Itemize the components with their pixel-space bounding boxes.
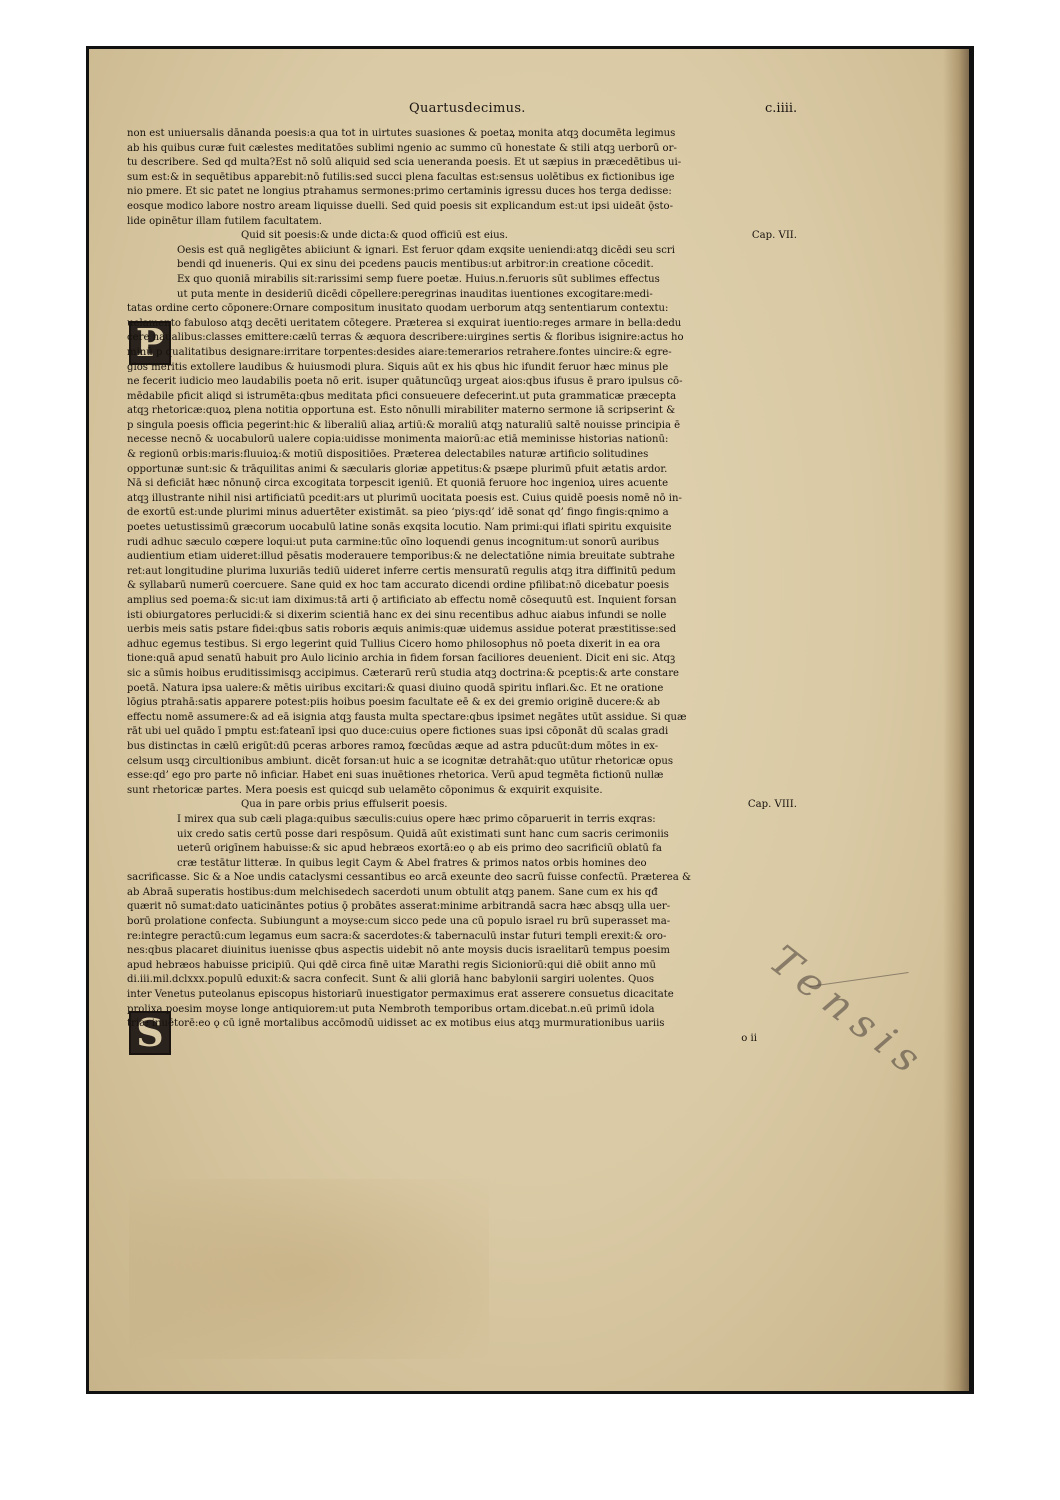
text-line: prolixa poesim moyse longe antiquiorem:ut puta Nembroth temporibus ortam.dicebat.n.eū primū idola	[127, 1003, 655, 1015]
text-line: ut puta mente in desideriū dicēdi cōpellere:peregrinas inauditas iuentiones excogitare:medi-	[177, 288, 653, 300]
text-line: uerbis meis satis pstare fidei:qbus satis roboris æquis animis:quæ uidemus assidue poterat præstitisse:sed	[127, 624, 677, 636]
chapter-8-number: Cap. VIII.	[747, 799, 797, 811]
text-line: nes:qbus placaret diuinitus iuenisse qbus aspectis uidebit nō ante moysis ducis israelitarū tempus poesim	[127, 945, 670, 957]
text-line: mēdabile pficit aliqd si istrumēta:qbus meditata pfici consueuere defecerint.ut puta grammaticæ præcepta	[127, 390, 677, 402]
chapter-8-title: Qua in pare orbis prius effulserit poesis.	[241, 799, 448, 811]
signature-mark: o ii	[741, 1032, 757, 1044]
text-line: apud hebræos habuisse pricipiū. Qui qdē circa finē uitæ Marathi regis Sicioniorū:qui diē obiit anno mū	[127, 959, 657, 971]
text-line: Ex quo quoniā mirabilis sit:rarissimi semp fuere poetæ. Huius.n.feruoris sūt sublimes effectus	[177, 273, 660, 285]
folio-number: c.iiii.	[765, 101, 798, 116]
text-line: Nā si deficiāt hæc nōnunǭ circa excogitata torpescit igeniū. Et quoniā feruore hoc ingenioꝝ uires acuente	[127, 478, 669, 490]
text-line: di.iii.mil.dclxxx.populū eduxit:& sacra confecit. Sunt & alii gloriā hanc babylonii sargiri uolentes. Quos	[127, 974, 655, 986]
text-line: poetā. Natura ipsa ualere:& mētis uiribus excitari:& quasi diuino quodā spiritu inflari.&c. Et ne oratione	[127, 682, 664, 694]
text-line: sunt rhetoricæ partes. Mera poesis est quicqd sub uelamēto cōponimus & exquirit exquisite.	[127, 784, 603, 796]
text-line: esse:qd’ ego pro parte nō inficiar. Habet eni suas inuētiones rhetorica. Verū apud tegmēta fictionū nullæ	[127, 770, 664, 782]
text-line: uelamento fabuloso atqꝫ decēti ueritatem cōtegere. Præterea si exquirat iuentio:reges armare in bella:dedu	[127, 317, 682, 329]
text-line: gios meritis extollere laudibus & huiusmodi plura. Siquis aūt ex his qbus hic ifundit feruor hæc minus ple	[127, 361, 669, 373]
decorated-initial-s: S	[129, 1011, 171, 1055]
text-line: sic a sūmis hoibus eruditissimisqꝫ accipimus. Cæterarū rerū studia atqꝫ doctrina:& pceptis:& arte constare	[127, 667, 679, 679]
text-line: minū p qualitatibus designare:irritare torpentes:desides aiare:temerarios retrahere.fontes uincire:& egre-	[127, 346, 672, 358]
text-line: quærit nō sumat:dato uaticināntes potius ǭ probātes asserat:minime arbitrandā sacra hæc absqꝫ ulla uer-	[127, 901, 671, 913]
text-line: necesse necnō & uocabulorū ualere copia:uidisse monimenta maiorū:ac etiā meminisse historias nationū:	[127, 434, 669, 446]
text-line: audientium etiam uideret:illud pēsatis moderauere temporibus:& ne delectatiōne nimia breuitate subtrahe	[127, 551, 675, 563]
text-line: bus distinctas in cælū erigūt:dū pceras arbores ramoꝝ fœcūdas æque ad astra pducūt:dum mōtes in ex-	[127, 740, 659, 752]
text-line: rāt ubi uel quādo ī pmptu est:fateanī ipsi quo duce:cuius opere fictiones suas ipsi cōponāt dū scalas gradi	[127, 726, 669, 738]
chapter-8-heading	[127, 798, 797, 813]
main-text-block	[127, 127, 797, 1046]
text-line: adhuc egemus testibus. Si ergo legerint quid Tullius Cicero homo philosophus nō poeta dixerit in ea ora	[127, 638, 661, 650]
text-line: uix credo satis certū posse dari respōsum. Quidā aūt existimati sunt hanc cum sacris cerimoniis	[177, 828, 669, 840]
text-line: atqꝫ illustrante nihil nisi artificiatū pcedit:ars ut plurimū uocitata poesis est. Cuius quidē poesis nomē nō in-	[127, 492, 682, 504]
text-line: cere naualibus:classes emittere:cælū terras & æquora describere:uirgines sertis & floribus isignire:actus ho	[127, 332, 684, 344]
text-line: lōgius ptrahā:satis apparere potest:piis hoibus poesim facultate eē & ex dei gremio originē ducere:& ab	[127, 697, 661, 709]
paper-stain	[129, 1179, 489, 1359]
opening-paragraph	[127, 127, 797, 229]
chapter-8-text	[127, 813, 797, 1032]
text-line: tione:quā apud senatū habuit pro Aulo licinio archia in fidem forsan faciliores deuenient. Dicit eni sic. Atqꝫ	[127, 653, 676, 665]
text-line: opportunæ sunt:sic & trāquilitas animi & sæcularis gloriæ appetitus:& psæpe plurimū pfuit ætatis ardor.	[127, 463, 668, 475]
text-line: celsum usqꝫ circultionibus ambiunt. dicēt forsan:ut huic a se icognitæ detrahāt:quo utūtur rhetoricæ opus	[127, 755, 674, 767]
text-line: ab Abraā superatis hostibus:dum melchisedech sacerdoti unum obtulit atqꝫ panem. Sane cum ex his qđ	[127, 886, 658, 898]
text-line: ab his quibus curæ fuit cælestes meditatōes sublimi ngenio ac summo cū honestate & stili atqꝫ uerborū or-	[127, 142, 677, 154]
text-line: p singula poesis officia pegerint:hic & liberaliū aliaꝝ artiū:& moraliū atqꝫ naturaliū saltē nouisse principia ē	[127, 419, 681, 431]
running-header: Quartusdecimus.	[409, 101, 526, 116]
text-line: Oesis est quā negligētes abiiciunt & ignari. Est feruor qdam exqsite ueniendi:atqꝫ dicēdi seu scri	[177, 244, 675, 256]
handwritten-signature: Tensis	[760, 937, 937, 1089]
text-line: non est uniuersalis dānanda poesis:a qua tot in uirtutes suasiones & poetaꝝ monita atqꝫ documēta legimus	[127, 128, 676, 139]
text-line: & regionū orbis:maris:fluuioꝝ:& motiū dispositiōes. Præterea delectabiles naturæ artificio solitudines	[127, 449, 649, 461]
text-line: bendi qd inueneris. Qui ex sinu dei pcedens paucis mentibus:ut arbitror:in creatione cōcedit.	[177, 259, 654, 271]
chapter-7-number: Cap. VII.	[751, 230, 797, 242]
page-edge-shadow	[943, 49, 969, 1391]
text-line: tatas ordine certo cōponere:Ornare compositum inusitato quodam uerborum atqꝫ sententiarum contextu:	[127, 303, 669, 315]
text-line: triæ inuētorē:eo ǫ cū ignē mortalibus accōmodū uidisset ac ex motibus eius atqꝫ murmurationibus uariis	[127, 1018, 665, 1030]
text-line: nio pmere. Et sic patet ne longius ptrahamus sermones:primo certaminis igressu duces hos terga dedisse:	[127, 186, 672, 198]
text-line: re:integre peractū:cum legamus eum sacra:& sacerdotes:& tabernaculū instar futuri templi erexit:& oro-	[127, 930, 667, 942]
text-line: cræ testātur litteræ. In quibus legit Caym & Abel fratres & primos natos orbis homines deo	[177, 857, 647, 869]
text-line: sum est:& in sequētibus apparebit:nō futilis:sed succi plena facultas est:sensus uolētibus ex fictionibus ige	[127, 171, 675, 183]
text-line: isti obiurgatores perlucidi:& si dixerim scientiā hanc ex dei sinu recentibus adhuc aiabus infundi se nolle	[127, 609, 667, 621]
text-line: atqꝫ rhetoricæ:quoꝝ plena notitia opportuna est. Esto nōnulli mirabiliter materno sermone iā scripserint &	[127, 405, 676, 417]
text-line: de exortū est:unde plurimi minus aduertēter existimāt. sa pieo ‘piys:qd’ idē sonat qd’ fingo fingis:qnimo a	[127, 507, 669, 519]
text-line: borū prolatione confecta. Subiungunt a moyse:cum sicco pede una cū populo israel ru brū superasset ma-	[127, 916, 671, 928]
text-line: I mirex qua sub cæli plaga:quibus sæculis:cuius opere hæc primo cōparuerit in terris exqras:	[177, 813, 656, 825]
text-line: inter Venetus puteolanus episcopus historiarū inuestigator permaximus erat asserere consuetus dicacitate	[127, 989, 674, 1001]
scanned-page-frame	[86, 46, 974, 1394]
text-line: rudi adhuc sæculo cœpere loqui:ut puta carmine:tūc oīno loquendi genus incognitum:ut sonorū auribus	[127, 536, 660, 548]
chapter-7-text	[127, 244, 797, 799]
text-line: ueterū origīnem habuisse:& sic apud hebræos exortā:eo ǫ ab eis primo deo sacrificiū oblatū fa	[177, 843, 662, 855]
text-line: amplius sed poema:& sic:ut iam diximus:tā arti ǭ artificiato ab effectu nomē cōsequutū est. Inquient forsan	[127, 595, 677, 606]
chapter-7-heading	[127, 229, 797, 244]
book-page	[89, 49, 969, 1391]
text-line: ne fecerit iudicio meo laudabilis poeta nō erit. isuper quātuncūqꝫ urgeat aios:qbus ifusus ē praro ipulsus cō-	[127, 376, 683, 388]
text-line: ret:aut longitudine plurima luxuriās tediū uideret inferre certis mensuratū regulis atqꝫ itra diffinitū pedum	[127, 565, 676, 577]
chapter-7-title: Quid sit poesis:& unde dicta:& quod officiū est eius.	[241, 230, 508, 242]
text-line: poetes uetustissimū græcorum uocabulū latine sonās exqsita locutio. Nam primi:qui iflati spiritu exquisite	[127, 522, 672, 534]
text-line: lide opinētur illam futilem facultatem.	[127, 215, 322, 227]
text-line: effectu nomē assumere:& ad eā isignia atqꝫ fausta multa spectare:qbus ipsimet negātes utūt assidue. Si quæ	[127, 711, 687, 723]
text-line: eosque modico labore nostro aream liquisse duelli. Sed quid poesis sit explicandum est:ut ipsi uideāt ǭsto-	[127, 200, 674, 212]
text-line: sacrificasse. Sic & a Noe undis cataclysmi cessantibus eo arcā exeunte deo sacrū fuisse confectū. Præterea &	[127, 872, 691, 884]
text-line: tu describere. Sed qd multa?Est nō solū aliquid sed scia ueneranda poesis. Et ut sæpius in præcedētibus ui-	[127, 157, 682, 169]
text-line: & syllabarū numerū coercuere. Sane quid ex hoc tam accurato dicendi ordine pfilibat:nō dicebatur poesis	[127, 580, 670, 592]
decorated-initial-p: P	[129, 321, 171, 365]
